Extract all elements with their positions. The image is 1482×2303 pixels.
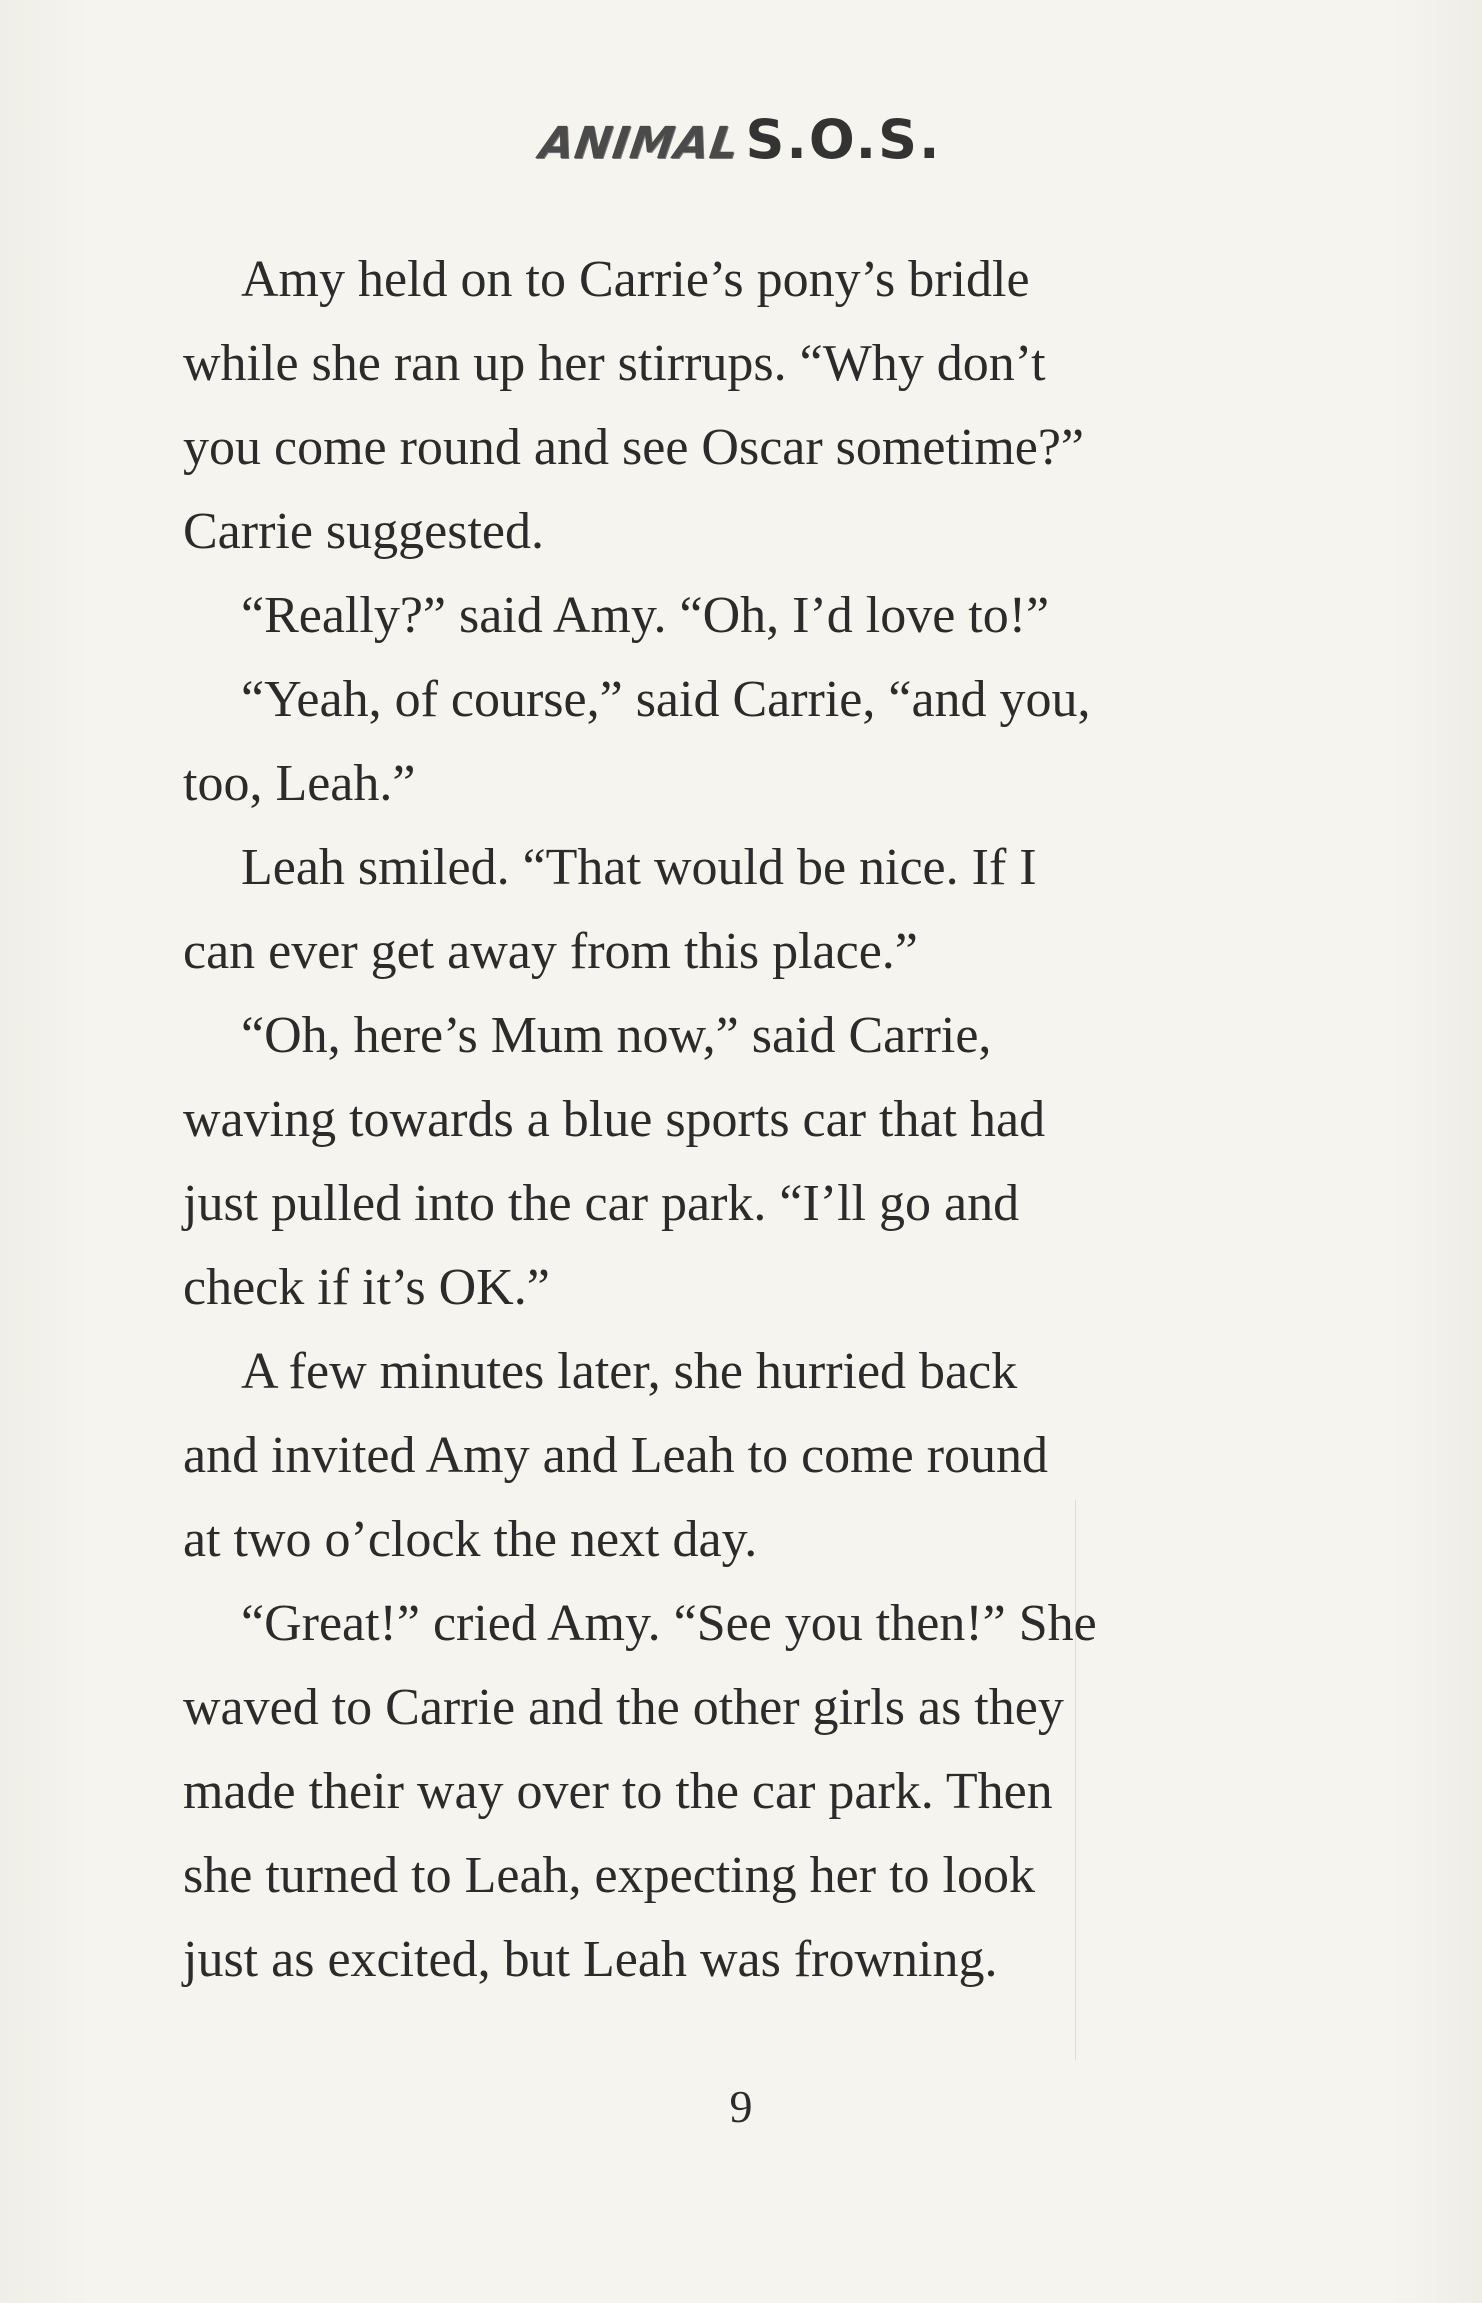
text-line: while she ran up her stirrups. “Why don’t: [183, 335, 1046, 392]
text-line: she turned to Leah, expecting her to look: [183, 1847, 1035, 1904]
text-line: can ever get away from this place.”: [183, 923, 918, 980]
text-line: Amy held on to Carrie’s pony’s bridle: [241, 251, 1030, 308]
text-line: “Oh, here’s Mum now,” said Carrie,: [241, 1007, 992, 1064]
text-line: you come round and see Oscar sometime?”: [183, 419, 1085, 476]
text-line: A few minutes later, she hurried back: [241, 1343, 1018, 1400]
text-line: too, Leah.”: [183, 755, 416, 812]
page-number: 9: [729, 2081, 753, 2132]
text-line: Carrie suggested.: [183, 503, 545, 560]
body-text: [183, 238, 1233, 2002]
text-line: made their way over to the car park. Then: [183, 1763, 1053, 1820]
text-line: waved to Carrie and the other girls as they: [183, 1679, 1064, 1736]
text-line: check if it’s OK.”: [183, 1259, 550, 1316]
text-line: “Yeah, of course,” said Carrie, “and you,: [241, 671, 1091, 728]
text-line: at two o’clock the next day.: [183, 1511, 758, 1568]
logo-animal-text: ANIMAL: [536, 118, 744, 169]
text-line: “Really?” said Amy. “Oh, I’d love to!”: [241, 587, 1050, 644]
text-line: waving towards a blue sports car that had: [183, 1091, 1046, 1148]
logo-sos-text: S.O.S.: [745, 108, 942, 171]
text-line: just as excited, but Leah was frowning.: [183, 1931, 998, 1988]
text-line: and invited Amy and Leah to come round: [183, 1427, 1049, 1484]
text-line: “Great!” cried Amy. “See you then!” She: [241, 1595, 1097, 1652]
text-line: just pulled into the car park. “I’ll go and: [183, 1175, 1020, 1232]
series-logo: [536, 108, 942, 171]
text-line: Leah smiled. “That would be nice. If I: [241, 839, 1037, 896]
running-header: [0, 108, 1482, 178]
